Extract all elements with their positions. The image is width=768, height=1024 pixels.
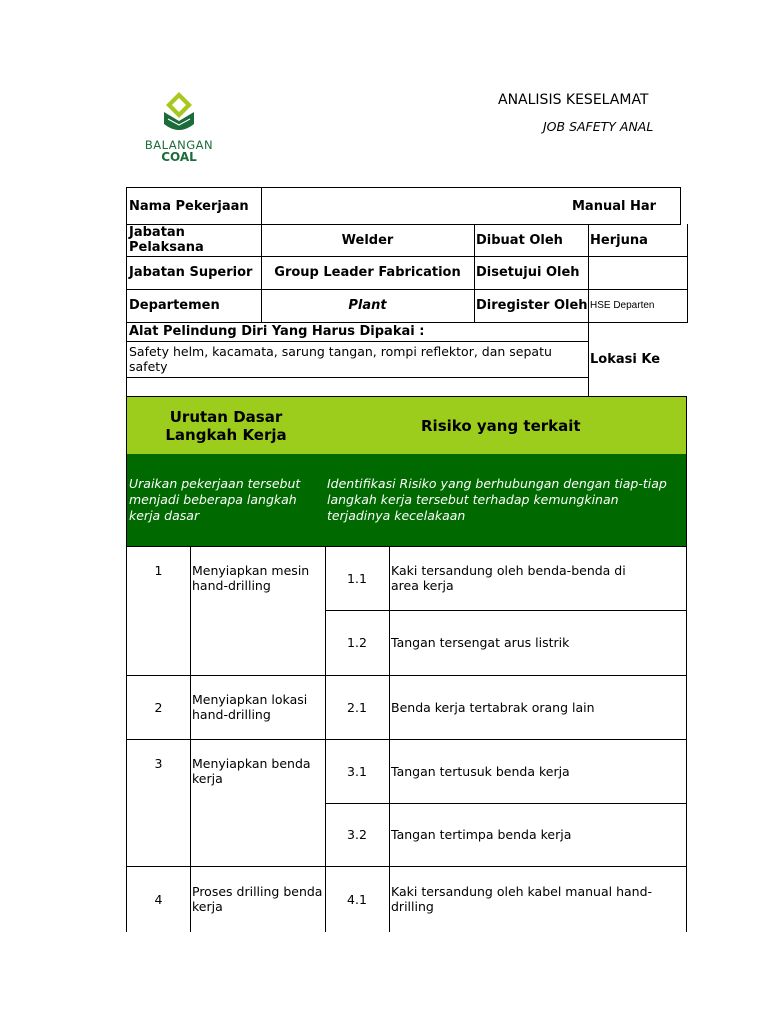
- document-subtitle: JOB SAFETY ANAL: [543, 119, 654, 134]
- value-nama-pekerjaan-text: Manual Har: [572, 198, 657, 214]
- label-jabatan-pelaksana: Jabatan Pelaksana: [126, 224, 262, 257]
- step-number: 1: [126, 546, 191, 676]
- apd-blank-row: [126, 377, 589, 397]
- risk-text: Kaki tersandung oleh kabel manual hand-drilling: [389, 866, 687, 932]
- risk-text: Kaki tersandung oleh benda-benda di area kerja: [389, 546, 687, 611]
- step-text: Menyiapkan mesin hand-drilling: [190, 546, 326, 676]
- risk-number: 3.2: [325, 803, 390, 867]
- desc-urutan-langkah: Uraikan pekerjaan tersebut menjadi beberapa langkah kerja dasar: [126, 454, 326, 547]
- label-disetujui-oleh: Disetujui Oleh: [474, 256, 589, 290]
- value-jabatan-pelaksana: Welder: [261, 224, 475, 257]
- step-text: Menyiapkan benda kerja: [190, 739, 326, 867]
- step-text: Menyiapkan lokasi hand-drilling: [190, 675, 326, 740]
- step-number: 3: [126, 739, 191, 867]
- document-title: ANALISIS KESELAMAT: [498, 92, 649, 108]
- risk-number: 1.1: [325, 546, 390, 611]
- step-text: Proses drilling benda kerja: [190, 866, 326, 932]
- label-dibuat-oleh: Dibuat Oleh: [474, 224, 589, 257]
- step-number: 4: [126, 866, 191, 932]
- value-jabatan-superior: Group Leader Fabrication: [261, 256, 475, 290]
- value-apd: Safety helm, kacamata, sarung tangan, rompi reflektor, dan sepatu safety: [126, 341, 589, 378]
- company-logo: [138, 92, 220, 166]
- balangan-coal-logo-icon: [162, 92, 196, 136]
- value-diregister-oleh: HSE Departen: [588, 289, 688, 323]
- logo-text-balangan: BALANGAN: [144, 138, 214, 152]
- risk-number: 1.2: [325, 610, 390, 676]
- label-jabatan-superior: Jabatan Superior: [126, 256, 262, 290]
- value-dibuat-oleh: Herjuna: [588, 224, 688, 257]
- header-risiko: Risiko yang terkait: [325, 396, 687, 455]
- value-disetujui-oleh: [588, 256, 688, 290]
- risk-text: Tangan tersengat arus listrik: [389, 610, 687, 676]
- logo-text-coal: COAL: [161, 150, 197, 164]
- risk-text: Tangan tertusuk benda kerja: [389, 739, 687, 804]
- value-departemen: Plant: [261, 289, 475, 323]
- header-urutan-langkah: Urutan Dasar Langkah Kerja: [126, 396, 326, 455]
- risk-text: Benda kerja tertabrak orang lain: [389, 675, 687, 740]
- risk-number: 3.1: [325, 739, 390, 804]
- risk-number: 2.1: [325, 675, 390, 740]
- step-number: 2: [126, 675, 191, 740]
- label-lokasi: Lokasi Ke: [590, 352, 661, 367]
- risk-text: Tangan tertimpa benda kerja: [389, 803, 687, 867]
- label-nama-pekerjaan: Nama Pekerjaan: [126, 187, 262, 225]
- desc-risiko: Identifikasi Risiko yang berhubungan dengan tiap-tiap langkah kerja tersebut terhadap kemungkinan terjadinya kecelakaan: [325, 454, 687, 547]
- label-apd: Alat Pelindung Diri Yang Harus Dipakai :: [126, 322, 589, 342]
- value-nama-pekerjaan: [261, 187, 681, 225]
- label-diregister-oleh: Diregister Oleh: [474, 289, 589, 323]
- risk-number: 4.1: [325, 866, 390, 932]
- label-departemen: Departemen: [126, 289, 262, 323]
